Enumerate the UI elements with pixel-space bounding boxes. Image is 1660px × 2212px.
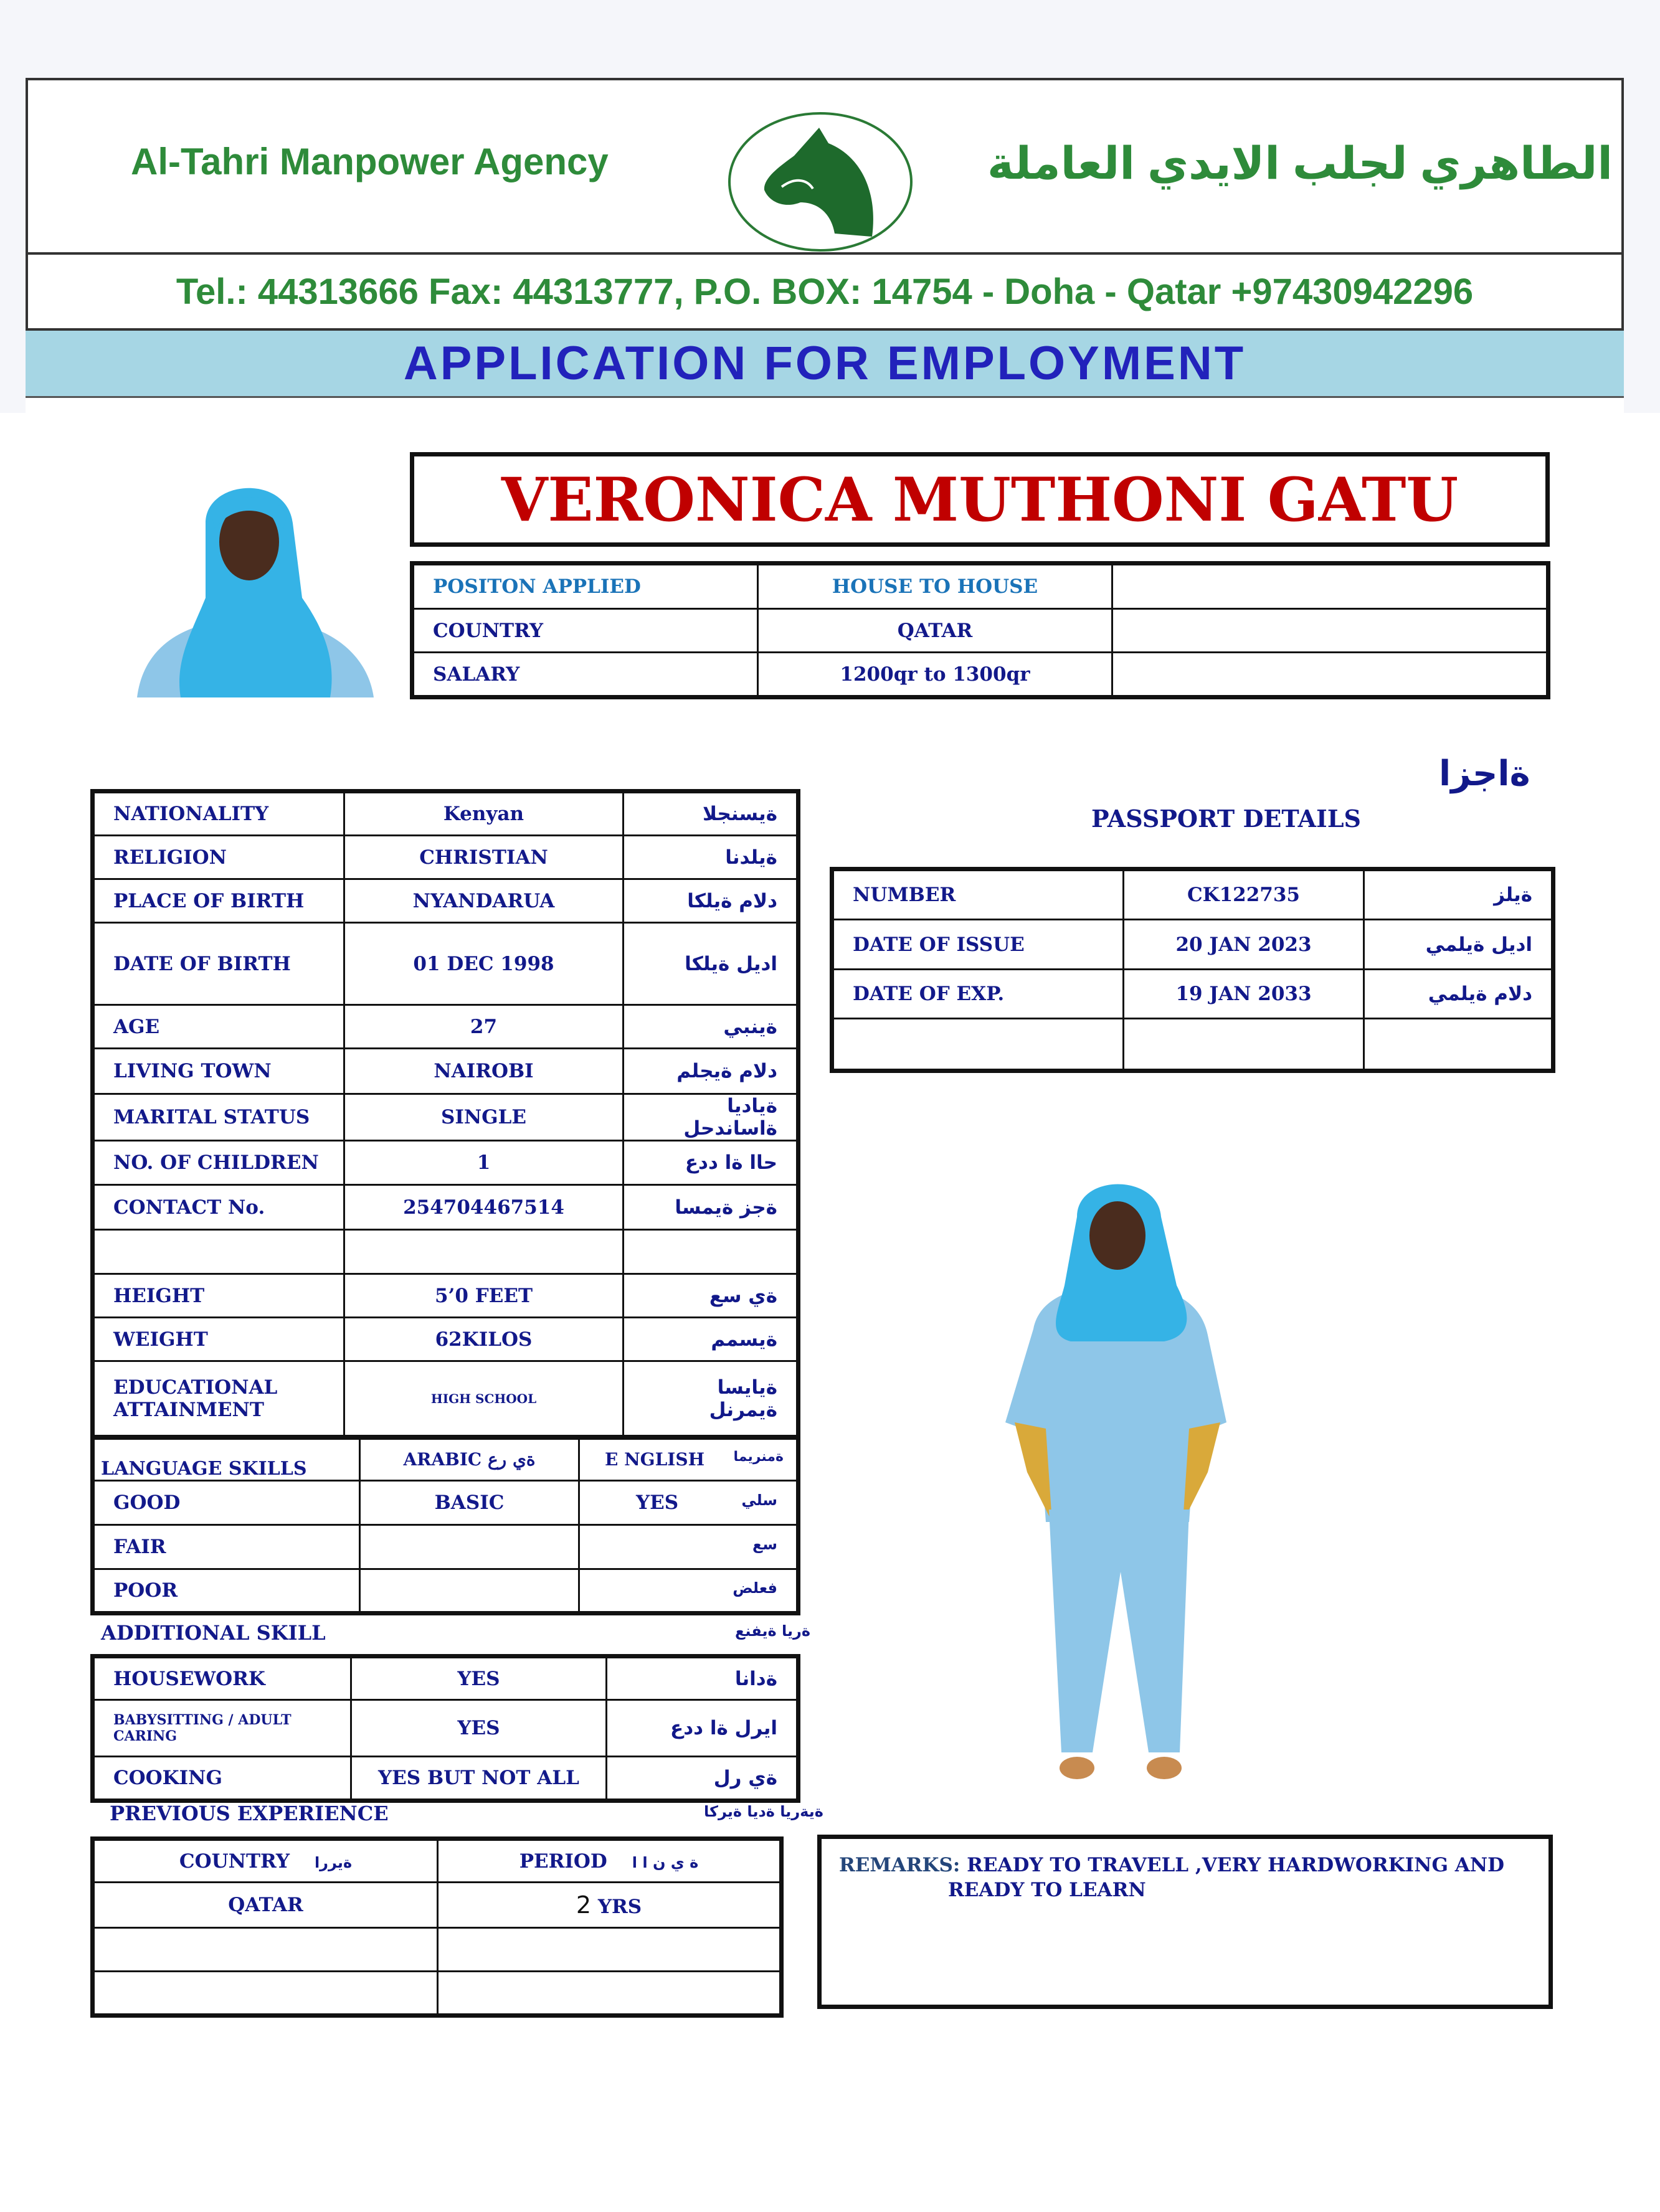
skill-level: FAIR [93, 1525, 360, 1569]
english-value [599, 1536, 636, 1558]
row-label-ar: اديل ةيلمي [1364, 920, 1553, 970]
table-row [93, 792, 799, 836]
row-value: HOUSE TO HOUSE [758, 564, 1112, 609]
remarks-label: REMARKS: [839, 1854, 960, 1876]
row-label: MARITAL STATUS [93, 1094, 344, 1141]
arabic-level [360, 1525, 579, 1569]
skill-level: GOOD [93, 1481, 360, 1525]
table-row [412, 653, 1549, 697]
table-row [93, 1094, 799, 1141]
personal-details-table [90, 789, 800, 1440]
row-value [344, 1230, 624, 1274]
table-row [93, 1361, 799, 1438]
row-label: NATIONALITY [93, 792, 344, 836]
row-label [93, 1230, 344, 1274]
table-row [93, 1972, 782, 2016]
row-value: NYANDARUA [344, 879, 624, 923]
row-value: QATAR [758, 609, 1112, 653]
row-label-ar: ةيسنجلا [624, 792, 799, 836]
additional-skill-label-ar: ةريا ةيفنع [735, 1622, 811, 1640]
table-row [832, 970, 1553, 1019]
previous-experience-table [90, 1836, 784, 2018]
row-label-ar: دلام ةيلكا [624, 879, 799, 923]
remarks-box [817, 1835, 1553, 2009]
table-row [93, 1569, 799, 1614]
row-label: RELIGION [93, 836, 344, 879]
table-row [832, 1019, 1553, 1071]
row-label [832, 1019, 1124, 1071]
english-level [579, 1525, 799, 1569]
row-label: WEIGHT [93, 1318, 344, 1361]
row-label-ar: ةيايسا ةيمرنل [624, 1361, 799, 1438]
row-label-ar: اديل ةيلكا [624, 923, 799, 1005]
table-row [412, 564, 1549, 609]
language-skills-table [90, 1435, 800, 1615]
table-row [93, 836, 799, 879]
row-value: Kenyan [344, 792, 624, 836]
row-label-ar [624, 1230, 799, 1274]
remarks-line-1: READY TO TRAVELL ,VERY HARDWORKING AND [960, 1854, 1504, 1876]
table-row [93, 1185, 799, 1230]
cut-off-row [26, 396, 1624, 415]
row-value: 254704467514 [344, 1185, 624, 1230]
english-value [599, 1579, 636, 1602]
table-row [93, 1700, 799, 1757]
row-value: HIGH SCHOOL [344, 1361, 624, 1438]
row-value: YES [351, 1700, 607, 1757]
applicant-name-box [410, 452, 1550, 547]
row-value: YES [351, 1657, 607, 1700]
passport-title: PASSPORT DETAILS [1091, 805, 1361, 833]
country-header [93, 1839, 438, 1883]
row-value: SINGLE [344, 1094, 624, 1141]
experience-country [93, 1972, 438, 2016]
table-header-row [93, 1437, 799, 1481]
row-value: 01 DEC 1998 [344, 923, 624, 1005]
row-value: NAIROBI [344, 1049, 624, 1094]
contact-row [26, 255, 1624, 331]
table-row [93, 1883, 782, 1928]
row-value: 1200qr to 1300qr [758, 653, 1112, 697]
row-label: SALARY [412, 653, 758, 697]
row-label: HEIGHT [93, 1274, 344, 1318]
period-header-label: PERIOD [519, 1850, 607, 1873]
remarks-line-2: READY TO LEARN [948, 1879, 1146, 1901]
row-label: EDUCATIONAL ATTAINMENT [93, 1361, 344, 1438]
position-table [410, 561, 1550, 699]
row-label: COOKING [93, 1757, 351, 1801]
table-row [93, 1318, 799, 1361]
english-header-ar: ةمنريما [733, 1449, 784, 1465]
table-row [93, 1230, 799, 1274]
country-header-label-ar: ةيررا [314, 1853, 353, 1871]
row-label: DATE OF EXP. [832, 970, 1124, 1019]
row-label-ar: ةدانا [607, 1657, 799, 1700]
experience-country [93, 1928, 438, 1972]
row-label-ar: ايرل ةا ددع [607, 1700, 799, 1757]
passport-title-ar: ةاجزا [1439, 754, 1530, 794]
english-header: E NGLISH [605, 1449, 705, 1470]
row-label: BABYSITTING / ADULT CARING [93, 1700, 351, 1757]
arabic-header: ARABIC ةي رع [360, 1437, 579, 1481]
row-value: CHRISTIAN [344, 836, 624, 879]
experience-period [438, 1883, 782, 1928]
row-label: AGE [93, 1005, 344, 1049]
english-header-cell [579, 1437, 799, 1481]
row-value: 20 JAN 2023 [1124, 920, 1364, 970]
arabic-level: BASIC [360, 1481, 579, 1525]
row-label-ar: ةيلز [1364, 869, 1553, 920]
row-label: DATE OF ISSUE [832, 920, 1124, 970]
table-row [832, 920, 1553, 970]
row-label-ar: ةيسمم [624, 1318, 799, 1361]
table-header-row [93, 1839, 782, 1883]
experience-country: QATAR [93, 1883, 438, 1928]
row-label-ar: سلي [741, 1491, 777, 1509]
row-label: COUNTRY [412, 609, 758, 653]
table-row [93, 1525, 799, 1569]
row-value: 19 JAN 2033 [1124, 970, 1364, 1019]
row-label: CONTACT No. [93, 1185, 344, 1230]
language-skills-label: LANGUAGE SKILLS [93, 1437, 360, 1481]
experience-period [438, 1928, 782, 1972]
english-level [579, 1481, 799, 1525]
agency-name-ar: الطاهري لجلب الايدي العاملة [987, 139, 1613, 189]
table-row [93, 1481, 799, 1525]
row-value [1124, 1019, 1364, 1071]
row-label-ar: ةي رل [607, 1757, 799, 1801]
additional-skill-label: ADDITIONAL SKILL [101, 1621, 326, 1645]
row-label-ar: ةينبي [624, 1005, 799, 1049]
row-label-ar: فعلض [733, 1579, 777, 1597]
row-label: POSITON APPLIED [412, 564, 758, 609]
row-label-ar: ةجز ةيمسا [624, 1185, 799, 1230]
row-label-ar: ةي سع [624, 1274, 799, 1318]
title-band [26, 331, 1624, 396]
row-value: 27 [344, 1005, 624, 1049]
additional-skill-table [90, 1654, 800, 1803]
row-value: YES BUT NOT ALL [351, 1757, 607, 1801]
row-value: 1 [344, 1141, 624, 1185]
row-label-ar [1112, 653, 1549, 697]
row-label: LIVING TOWN [93, 1049, 344, 1094]
agency-name-en: Al-Tahri Manpower Agency [131, 141, 609, 182]
row-label: NO. OF CHILDREN [93, 1141, 344, 1185]
applicant-name: VERONICA MUTHONI GATU [501, 464, 1459, 535]
applicant-photo-portrait [125, 473, 379, 697]
experience-period [438, 1972, 782, 2016]
table-row [93, 923, 799, 1005]
table-row [93, 1657, 799, 1700]
table-row [93, 879, 799, 923]
period-unit: YRS [591, 1896, 642, 1918]
row-value: 5’0 FEET [344, 1274, 624, 1318]
applicant-photo-full [990, 1173, 1245, 1790]
period-header-label-ar: ة ي ن ا ا [632, 1853, 699, 1871]
table-row [93, 1005, 799, 1049]
row-label-ar: دلام ةيلمي [1364, 970, 1553, 1019]
table-row [93, 1141, 799, 1185]
contact-line: Tel.: 44313666 Fax: 44313777, P.O. BOX: 14754 - Doha - Qatar +97430942296 [176, 271, 1474, 312]
table-row [832, 869, 1553, 920]
row-value: 62KILOS [344, 1318, 624, 1361]
row-label: DATE OF BIRTH [93, 923, 344, 1005]
table-row [93, 1274, 799, 1318]
table-row [93, 1049, 799, 1094]
row-label: PLACE OF BIRTH [93, 879, 344, 923]
row-label: NUMBER [832, 869, 1124, 920]
form-title: APPLICATION FOR EMPLOYMENT [403, 337, 1246, 390]
row-label-ar [1112, 609, 1549, 653]
period-number: 2 [576, 1891, 592, 1919]
table-row [93, 1928, 782, 1972]
row-label-ar: دلام ةيجلم [624, 1049, 799, 1094]
passport-table [830, 867, 1555, 1073]
country-header-label: COUNTRY [179, 1850, 290, 1873]
english-level [579, 1569, 799, 1614]
table-row [93, 1757, 799, 1801]
row-label-ar: سع [752, 1536, 777, 1553]
row-value: CK122735 [1124, 869, 1364, 920]
row-label-ar: حاا ةا ددع [624, 1141, 799, 1185]
row-label-ar [1112, 564, 1549, 609]
previous-experience-label-ar: ةيةريا ةديا ةيركا [704, 1803, 823, 1820]
english-value: YES [636, 1491, 679, 1514]
horse-logo-icon [726, 109, 916, 255]
row-label-ar: ةيلدنا [624, 836, 799, 879]
row-label-ar [1364, 1019, 1553, 1071]
arabic-level [360, 1569, 579, 1614]
period-header [438, 1839, 782, 1883]
row-label: HOUSEWORK [93, 1657, 351, 1700]
row-label-ar: ةياديا ةاساندحل [624, 1094, 799, 1141]
table-row [412, 609, 1549, 653]
previous-experience-label: PREVIOUS EXPERIENCE [110, 1802, 389, 1825]
skill-level: POOR [93, 1569, 360, 1614]
